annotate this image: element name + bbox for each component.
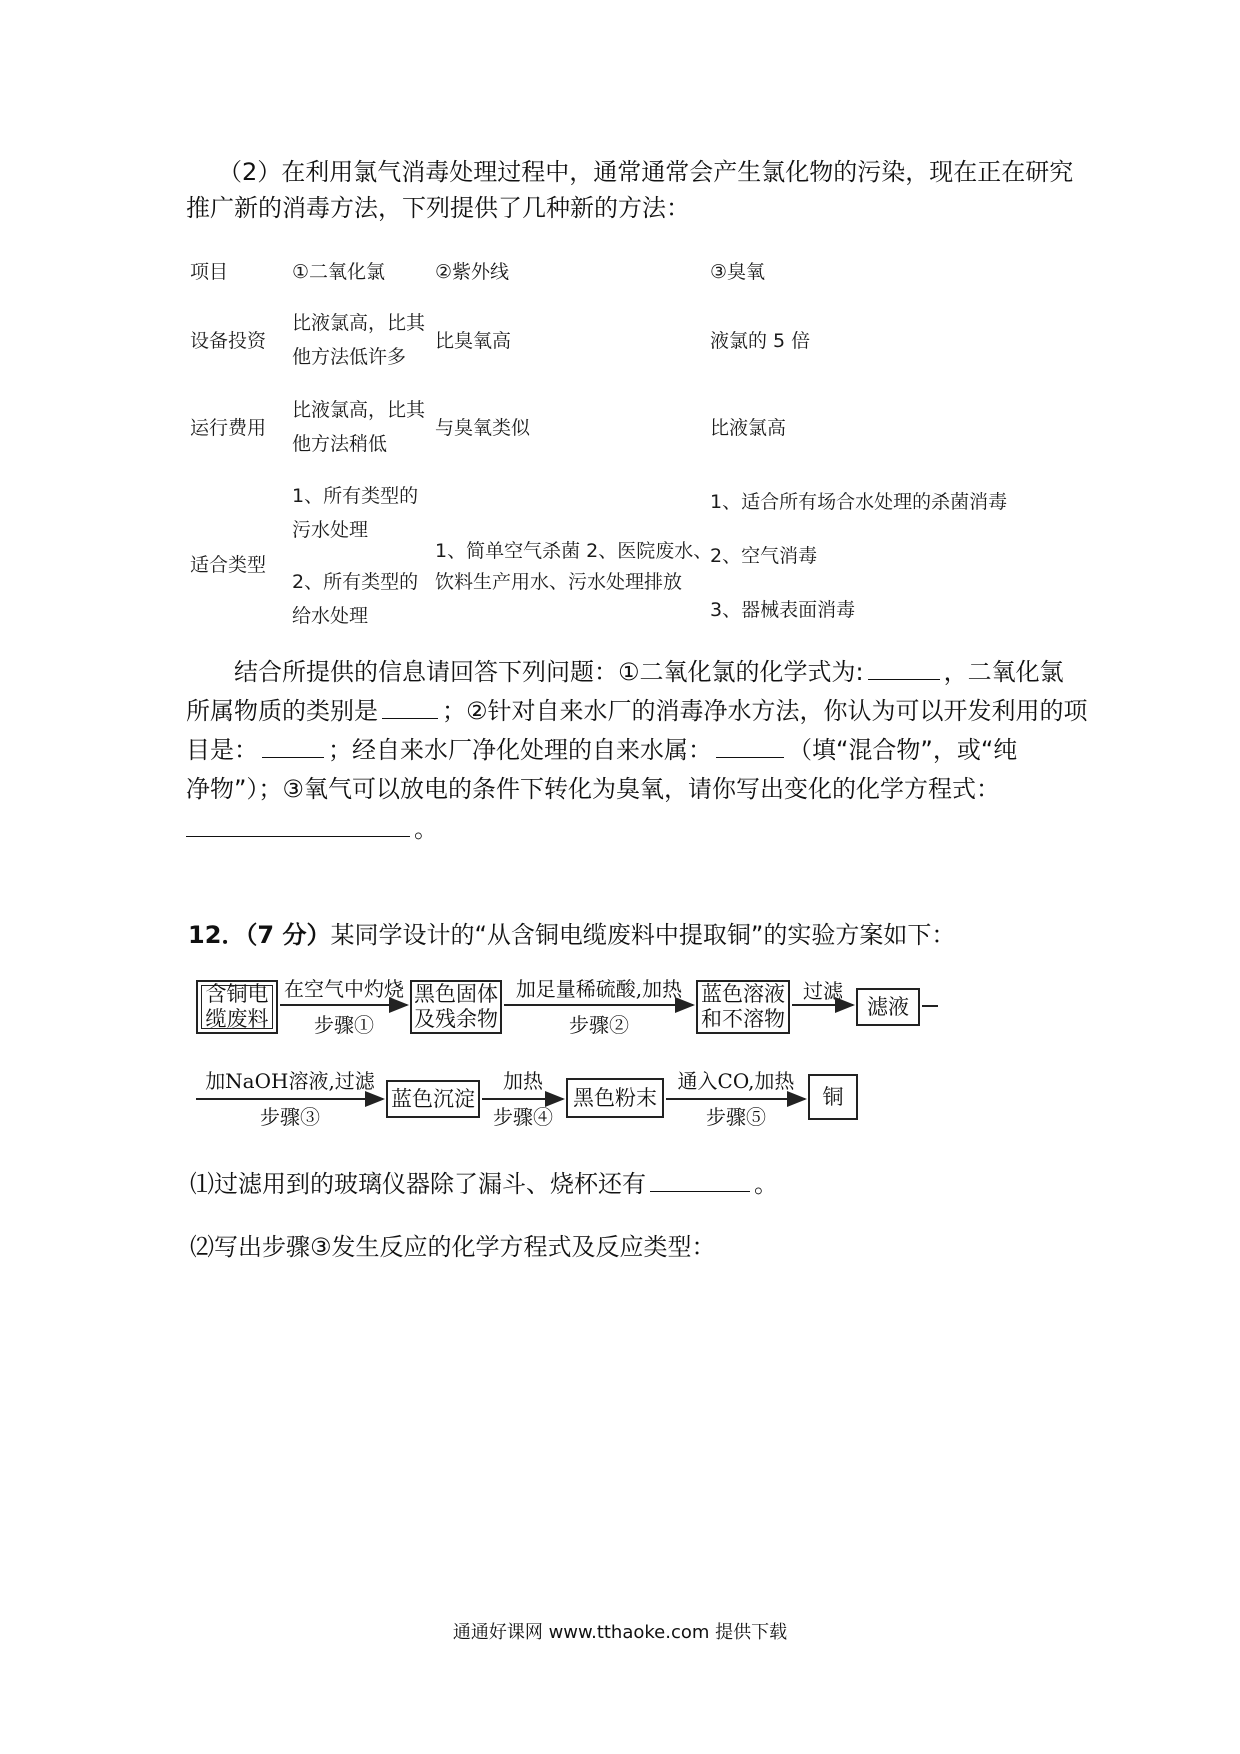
cell-line: 1、适合所有场合水处理的杀菌消毒: [710, 491, 1008, 513]
text: ；经自来水厂净化处理的自来水属：: [328, 736, 712, 764]
footer-text: 通通好课网 www.tthaoke.com 提供下载: [452, 1622, 788, 1643]
table-header-uv: ②紫外线: [435, 261, 510, 283]
table-cell: 与臭氧类似: [435, 417, 531, 439]
arrow-label-top: 通入CO,加热: [677, 1069, 795, 1093]
cell-line: 1、所有类型的: [292, 485, 419, 507]
arrow-label-bottom: 步骤①: [314, 1013, 374, 1037]
arrow-label-top: 过滤: [803, 979, 843, 1003]
text: 。: [414, 815, 438, 843]
intro-line-1: （2）在利用氯气消毒处理过程中，通常通常会产生氯化物的污染，现在正在研究: [218, 158, 1074, 186]
arrow-label-bottom: 步骤④: [493, 1105, 553, 1129]
cell-line: 他方法稍低: [292, 433, 388, 455]
cell-line: 1、简单空气杀菌 2、医院废水、: [435, 540, 713, 562]
text: ⑴过滤用到的玻璃仪器除了漏斗、烧杯还有: [190, 1170, 646, 1198]
arrow-label-top: 在空气中灼烧: [284, 977, 404, 1001]
cell-line: 他方法低许多: [292, 346, 407, 368]
box-label: 蓝色沉淀: [391, 1086, 475, 1111]
arrow-label-top: 加足量稀硫酸,加热: [515, 977, 683, 1001]
table-header-item: 项目: [190, 261, 229, 283]
cell-line: 比液氯高，比其: [292, 399, 426, 421]
cell-line: 2、所有类型的: [292, 571, 419, 593]
table-cell: 液氯的 5 倍: [710, 330, 811, 352]
arrow-label-top: 加热: [503, 1069, 543, 1093]
arrow-label-top: 加NaOH溶液,过滤: [205, 1069, 375, 1093]
intro-line-2: 推广新的消毒方法，下列提供了几种新的方法：: [186, 194, 690, 222]
q12-number: 12．: [188, 921, 246, 949]
arrow-label-bottom: 步骤⑤: [706, 1105, 766, 1129]
table-row-label: 设备投资: [190, 330, 267, 352]
cell-line: 给水处理: [292, 605, 369, 627]
text: ；②针对自来水厂的消毒净水方法，你认为可以开发利用的项: [442, 697, 1088, 725]
text: 所属物质的类别是: [186, 697, 378, 725]
table-row-label: 适合类型: [190, 554, 267, 576]
box-label: 蓝色溶液 和不溶物: [701, 982, 785, 1031]
cell-line: 污水处理: [292, 519, 369, 541]
text: 目是：: [186, 736, 258, 764]
cell-line: 2、空气消毒: [710, 545, 818, 567]
text: 。: [754, 1170, 778, 1198]
box-label: 含铜电 缆废料: [205, 982, 269, 1031]
table-cell: 比臭氧高: [435, 330, 512, 352]
q12-text: 某同学设计的“从含铜电缆废料中提取铜”的实验方案如下：: [330, 921, 956, 949]
q12-score: （7 分）: [245, 921, 331, 949]
box-label: 滤液: [867, 994, 909, 1019]
box-label: 黑色固体 及残余物: [414, 982, 498, 1031]
cell-line: 比液氯高，比其: [292, 312, 426, 334]
answer-blank[interactable]: [650, 1165, 750, 1192]
cell-line: 饮料生产用水、污水处理排放: [435, 571, 683, 593]
table-header-chlorine-dioxide: ①二氧化氯: [292, 261, 386, 283]
arrow-label-bottom: 步骤②: [569, 1013, 629, 1037]
sub-question-2: ⑵写出步骤③发生反应的化学方程式及反应类型：: [190, 1233, 716, 1261]
box-label: 铜: [822, 1084, 844, 1109]
table-header-ozone: ③臭氧: [710, 261, 766, 283]
box-label: 黑色粉末: [573, 1085, 657, 1110]
question-line-4: 净物”）；③氧气可以放电的条件下转化为臭氧，请你写出变化的化学方程式：: [186, 775, 1000, 803]
text: 结合所提供的信息请回答下列问题：①二氧化氯的化学式为:: [234, 658, 864, 686]
text: ，二氧化氯: [943, 658, 1064, 686]
arrow-label-bottom: 步骤③: [260, 1105, 320, 1129]
cell-line: 3、器械表面消毒: [710, 599, 856, 621]
table-cell: 比液氯高: [710, 417, 787, 439]
text: （填“混合物”，或“纯: [788, 736, 1018, 764]
table-row-label: 运行费用: [190, 417, 267, 439]
sub-question-1: [190, 1164, 778, 1204]
